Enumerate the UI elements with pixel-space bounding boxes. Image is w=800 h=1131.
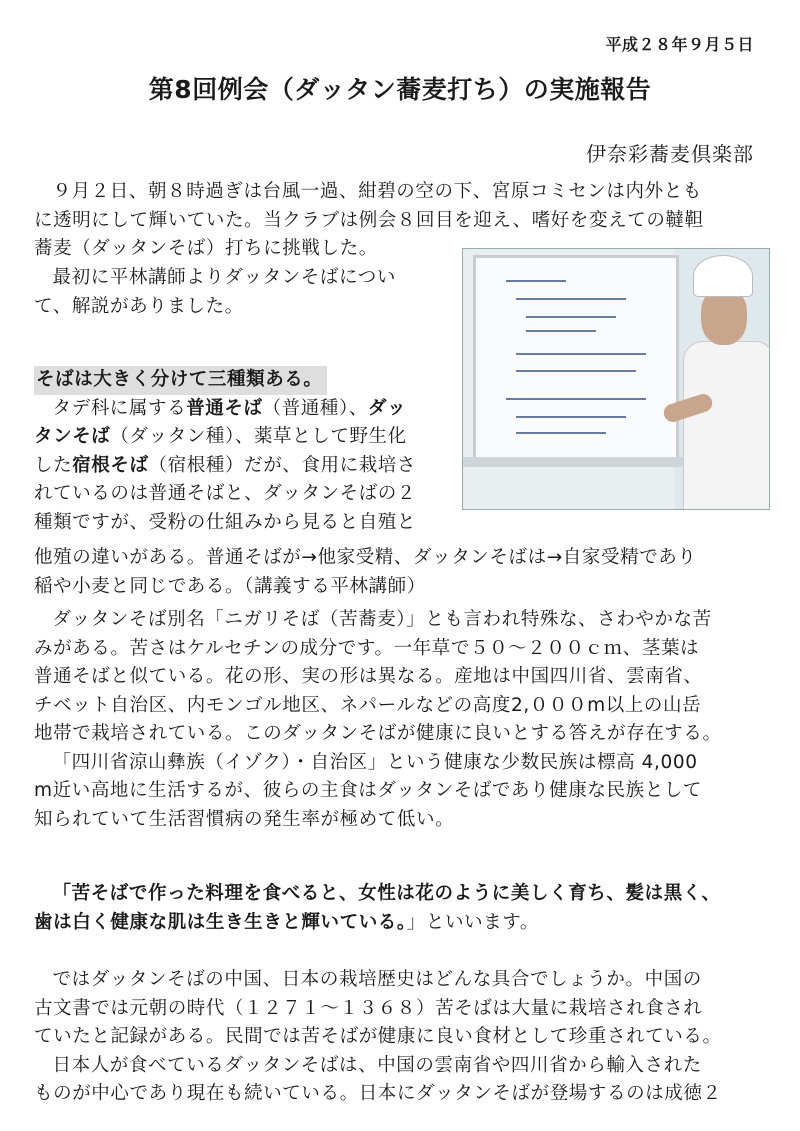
report-title: 第8回例会（ダッタン蕎麦打ち）の実施報告: [148, 75, 652, 104]
intro-line-5: て、解説がありました。: [34, 295, 244, 317]
quote-line-2: 歯は白く健康な肌は生き生きと輝いている。」といいます。: [34, 911, 539, 933]
history-block: [34, 966, 766, 1109]
tartary-line-6: 「四川省涼山彝族（イゾク）・自治区」という健康な少数民族は標高 4,000: [52, 751, 698, 773]
tartary-line-2: みがある。苦さはケルセチンの成分です。一年草で５０～２００ｃｍ、茎葉は: [34, 637, 700, 659]
club-name: 伊奈彩蕎麦倶楽部: [586, 142, 754, 166]
intro-narrow-block: [34, 264, 454, 321]
types-line-2: タンそば（ダッタン種）、薬草として野生化: [34, 426, 407, 447]
types-block: [34, 366, 454, 537]
history-line-4: 日本人が食べているダッタンそばは、中国の雲南省や四川省から輸入された: [52, 1054, 702, 1076]
tartary-block: [34, 606, 766, 834]
instructor-head: [701, 289, 747, 345]
tartary-line-4: チベット自治区、内モンゴル地区、ネパールなどの高度2,０００m以上の山岳: [34, 694, 702, 716]
history-line-2: 古文書では元朝の時代（１２７１～１３６８）苦そばは大量に栽培され食され: [34, 997, 703, 1019]
types-line-7: 稲や小麦と同じである。（講義する平林講師）: [34, 575, 426, 597]
history-line-5: ものが中心であり現在も続いている。日本にダッタンそばが登場するのは成徳２: [34, 1083, 722, 1104]
types-line-4: れているのは普通そばと、ダッタンそばの２: [34, 483, 417, 504]
history-line-3: ていたと記録がある。民間では苦そばが健康に良い食材として珍重されている。: [34, 1026, 722, 1047]
types-line-5: 種類ですが、受粉の仕組みから見ると自殖と: [34, 511, 417, 533]
types-line-6: 他殖の違いがある。普通そばが→他家受精、ダッタンそばは→自家受精であり: [34, 547, 697, 568]
types-continued-block: [34, 544, 766, 601]
quote-block: [34, 880, 766, 937]
tartary-line-5: 地帯で栽培されている。このダッタンそばが健康に良いとする答えが存在する。: [34, 723, 722, 744]
types-line-3: した宿根そば（宿根種）だが、食用に栽培さ: [34, 454, 417, 476]
intro-block: [34, 178, 766, 264]
intro-line-1: ９月２日、朝８時過ぎは台風一過、紺碧の空の下、宮原コミセンは内外とも: [52, 181, 702, 202]
history-line-1: ではダッタンそばの中国、日本の栽培歴史はどんな具合でしょうか。中国の: [52, 969, 702, 990]
intro-line-3: 蕎麦（ダッタンそば）打ちに挑戦した。: [34, 238, 378, 259]
tartary-line-3: 普通そばと似ている。花の形、実の形は異なる。産地は中国四川省、雲南省、: [34, 666, 703, 687]
report-date: 平成２８年９月５日: [605, 35, 754, 54]
whiteboard-tray: [463, 457, 703, 467]
tartary-line-1: ダッタンそば別名「ニガリそば（苦蕎麦）」とも言われ特殊な、さわやかな苦: [52, 609, 712, 630]
intro-line-4: 最初に平林講師よりダッタンそばについ: [52, 267, 396, 288]
intro-line-2: に透明にして輝いていた。当クラブは例会８回目を迎え、嗜好を変えての韃靼: [34, 209, 704, 231]
whiteboard-instructor-photo: [462, 248, 770, 510]
tartary-line-7: m近い高地に生活するが、彼らの主食はダッタンそばであり健康な民族として: [34, 780, 703, 801]
instructor-body: [683, 341, 770, 510]
types-line-1: タデ科に属する普通そば（普通種）、ダッ: [52, 397, 407, 419]
quote-line-1: 「苦そばで作った料理を食べると、女性は花のように美しく育ち、髪は黒く、: [52, 883, 721, 904]
whiteboard: [473, 255, 679, 461]
section-heading: そばは大きく分けて三種類ある。: [34, 366, 327, 395]
tartary-line-8: 知られていて生活習慣病の発生率が極めて低い。: [34, 808, 455, 830]
